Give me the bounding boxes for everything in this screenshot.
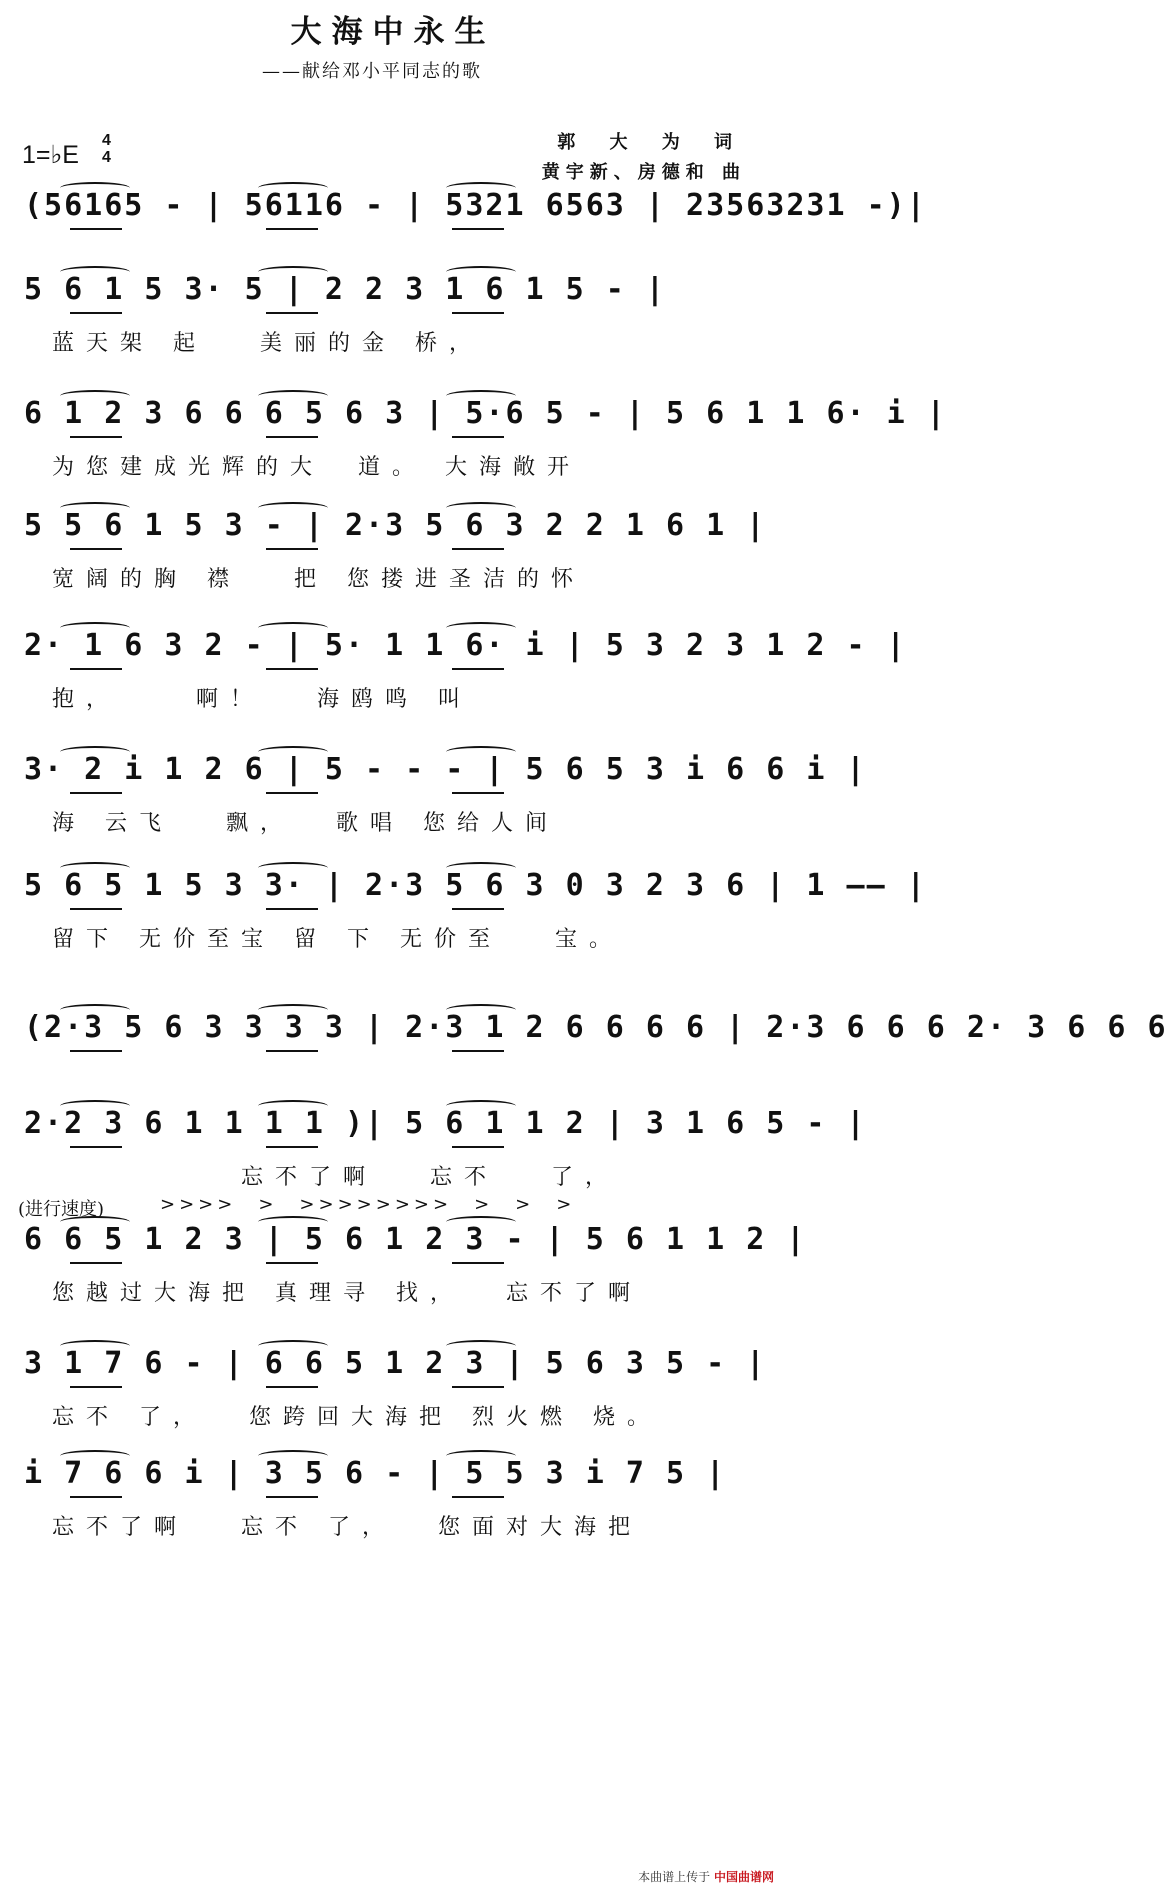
slur-mark bbox=[446, 502, 516, 514]
beam-underline bbox=[70, 1146, 122, 1148]
beam-underline bbox=[452, 228, 504, 230]
beam-underline bbox=[70, 548, 122, 550]
notation-line: 6 6 5 1 2 3 | 5 6 1 2 3 - | 5 6 1 1 2 | bbox=[24, 1222, 807, 1257]
beam-underline bbox=[70, 668, 122, 670]
slur-mark bbox=[60, 390, 130, 402]
beam-underline bbox=[266, 1496, 318, 1498]
slur-mark bbox=[258, 266, 328, 278]
slur-mark bbox=[258, 622, 328, 634]
staff-row bbox=[0, 1456, 786, 1556]
notation-line: 5 6 1 5 3· 5 | 2 2 3 1 6 1 5 - | bbox=[24, 272, 666, 307]
notation-line: (56165 - | 56116 - | 5321 6563 | 23563231 -)| bbox=[24, 188, 927, 223]
slur-mark bbox=[60, 1450, 130, 1462]
notation-line: 5 6 5 1 5 3 3· | 2·3 5 6 3 0 3 2 3 6 | 1 —— | bbox=[24, 868, 927, 903]
staff-row bbox=[0, 868, 927, 968]
beam-underline bbox=[266, 228, 318, 230]
slur-mark bbox=[446, 1450, 516, 1462]
slur-mark bbox=[446, 1004, 516, 1016]
beam-underline bbox=[452, 436, 504, 438]
beam-underline bbox=[70, 1496, 122, 1498]
slur-mark bbox=[446, 862, 516, 874]
beam-underline bbox=[452, 792, 504, 794]
slur-mark bbox=[258, 1004, 328, 1016]
beam-underline bbox=[70, 312, 122, 314]
beam-underline bbox=[266, 1262, 318, 1264]
slur-mark bbox=[258, 502, 328, 514]
footer bbox=[638, 1868, 774, 1885]
notation-line: (2·3 5 6 3 3 3 3 | 2·3 1 2 6 6 6 6 | 2·3 6 6 6 2· 3 6 6 6 bbox=[24, 1010, 1168, 1045]
beam-underline bbox=[452, 1496, 504, 1498]
lyric-line: 为您建成光辉的大 道。 大海敞开 bbox=[52, 455, 581, 480]
meter-bottom: 4 bbox=[102, 149, 111, 166]
slur-mark bbox=[258, 390, 328, 402]
staff-row bbox=[0, 1346, 786, 1446]
lyricist-credit: 郭 大 为 词 bbox=[557, 132, 746, 153]
slur-mark bbox=[60, 622, 130, 634]
lyric-line: 忘不了啊 忘不 了， bbox=[52, 1165, 619, 1190]
slur-mark bbox=[446, 746, 516, 758]
staff-row bbox=[0, 628, 907, 728]
notation-line: i 7 6 6 i | 3 5 6 - | 5 5 3 i 7 5 | bbox=[24, 1456, 727, 1491]
time-signature bbox=[102, 132, 111, 166]
lyric-line: 海 云飞 飘， 歌唱 您给人间 bbox=[52, 811, 559, 836]
slur-mark bbox=[446, 622, 516, 634]
notation-line: 6 1 2 3 6 6 6 5 6 3 | 5·6 5 - | 5 6 1 1 6· i | bbox=[24, 396, 947, 431]
slur-mark bbox=[258, 862, 328, 874]
beam-underline bbox=[452, 1146, 504, 1148]
slur-mark bbox=[60, 266, 130, 278]
beam-underline bbox=[70, 228, 122, 230]
slur-mark bbox=[446, 266, 516, 278]
beam-underline bbox=[70, 1262, 122, 1264]
beam-underline bbox=[266, 312, 318, 314]
slur-mark bbox=[60, 862, 130, 874]
composer-credit: 黄宇新、房德和 曲 bbox=[541, 162, 746, 183]
notation-line: 3 1 7 6 - | 6 6 5 1 2 3 | 5 6 3 5 - | bbox=[24, 1346, 767, 1381]
tempo-marking: (进行速度) bbox=[18, 1199, 105, 1220]
lyric-line: 您越过大海把 真理寻 找， 忘不了啊 bbox=[52, 1281, 642, 1306]
lyric-line: 忘不了啊 忘不 了， 您面对大海把 bbox=[52, 1515, 642, 1540]
lyric-line: 留下 无价至宝 留 下 无价至 宝。 bbox=[52, 927, 623, 952]
beam-underline bbox=[70, 1050, 122, 1052]
slur-mark bbox=[60, 182, 130, 194]
beam-underline bbox=[452, 1050, 504, 1052]
staff-row bbox=[0, 1222, 807, 1322]
slur-mark bbox=[60, 1340, 130, 1352]
slur-mark bbox=[446, 1100, 516, 1112]
notation-line: 2· 1 6 3 2 - | 5· 1 1 6· i | 5 3 2 3 1 2 - | bbox=[24, 628, 907, 663]
staff-row bbox=[0, 396, 947, 496]
slur-mark bbox=[60, 746, 130, 758]
beam-underline bbox=[452, 908, 504, 910]
lyric-line: 忘不 了， 您跨回大海把 烈火燃 烧。 bbox=[52, 1405, 661, 1430]
beam-underline bbox=[266, 436, 318, 438]
footer-text: 本曲谱上传于 bbox=[638, 1870, 711, 1884]
slur-mark bbox=[258, 182, 328, 194]
beam-underline bbox=[266, 668, 318, 670]
beam-underline bbox=[452, 548, 504, 550]
beam-underline bbox=[452, 668, 504, 670]
notation-line: 2·2 3 6 1 1 1 1 )| 5 6 1 1 2 | 3 1 6 5 - | bbox=[24, 1106, 867, 1141]
beam-underline bbox=[452, 1262, 504, 1264]
slur-mark bbox=[60, 1004, 130, 1016]
slur-mark bbox=[258, 1340, 328, 1352]
beam-underline bbox=[70, 436, 122, 438]
staff-row bbox=[0, 508, 786, 608]
beam-underline bbox=[452, 1386, 504, 1388]
staff-row bbox=[0, 752, 867, 852]
slur-mark bbox=[446, 182, 516, 194]
beam-underline bbox=[452, 312, 504, 314]
song-title: 大海中永生 bbox=[290, 14, 496, 50]
slur-mark bbox=[258, 1216, 328, 1228]
notation-line: 5 5 6 1 5 3 - | 2·3 5 6 3 2 2 1 6 1 | bbox=[24, 508, 767, 543]
staff-row bbox=[0, 272, 786, 372]
beam-underline bbox=[266, 1050, 318, 1052]
beam-underline bbox=[266, 792, 318, 794]
slur-mark bbox=[446, 1340, 516, 1352]
notation-line: 3· 2 i 1 2 6 | 5 - - - | 5 6 5 3 i 6 6 i | bbox=[24, 752, 867, 787]
beam-underline bbox=[70, 792, 122, 794]
song-subtitle: ——献给邓小平同志的歌 bbox=[262, 61, 482, 82]
staff-row bbox=[0, 1010, 1168, 1110]
key-signature: 1=♭E bbox=[22, 141, 79, 169]
slur-mark bbox=[258, 746, 328, 758]
beam-underline bbox=[266, 1146, 318, 1148]
slur-mark bbox=[446, 390, 516, 402]
beam-underline bbox=[266, 1386, 318, 1388]
beam-underline bbox=[70, 1386, 122, 1388]
slur-mark bbox=[60, 502, 130, 514]
lyric-line: 抱， 啊！ 海鸥鸣 叫 bbox=[52, 687, 472, 712]
footer-brand: 中国曲谱网 bbox=[713, 1870, 774, 1884]
beam-underline bbox=[70, 908, 122, 910]
slur-mark bbox=[446, 1216, 516, 1228]
lyric-line: 宽阔的胸 襟 把 您搂进圣洁的怀 bbox=[52, 567, 585, 592]
meter-top: 4 bbox=[102, 132, 111, 149]
slur-mark bbox=[258, 1450, 328, 1462]
beam-underline bbox=[266, 548, 318, 550]
beam-underline bbox=[266, 908, 318, 910]
slur-mark bbox=[60, 1100, 130, 1112]
accent-marks: >>>> > >>>>>>>> > > > bbox=[160, 1194, 576, 1215]
lyric-line: 蓝天架 起 美丽的金 桥， bbox=[52, 331, 483, 356]
slur-mark bbox=[258, 1100, 328, 1112]
